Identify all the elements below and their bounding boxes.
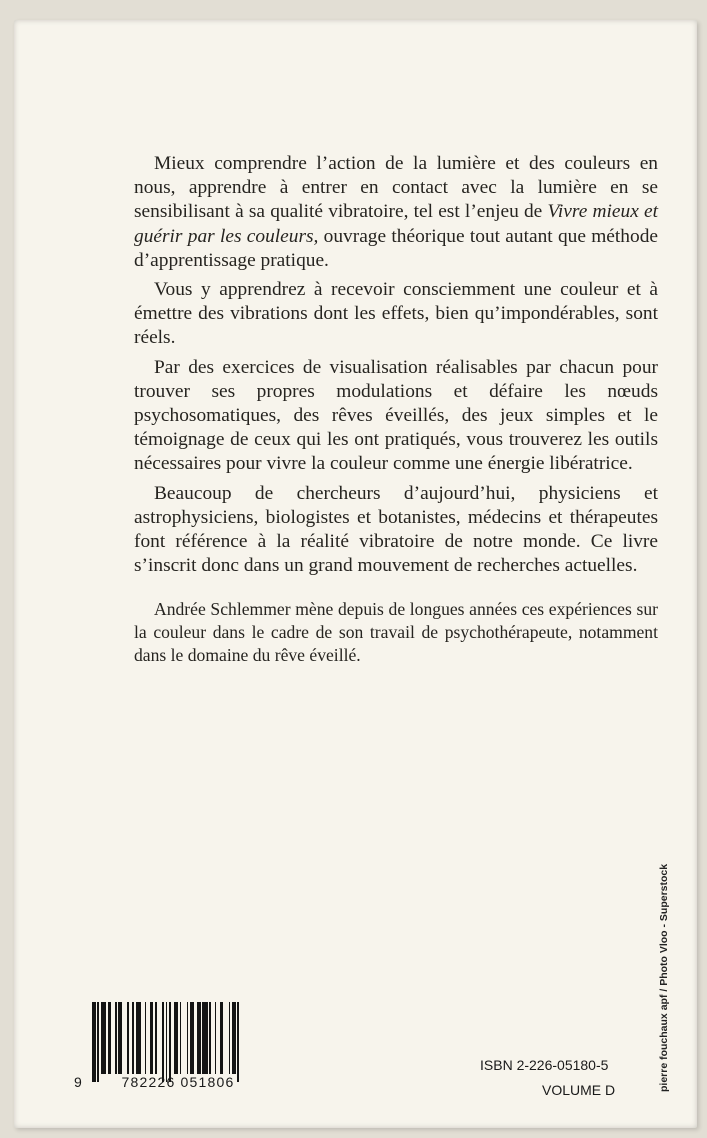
- barcode-block: [74, 1002, 269, 1098]
- barcode-bar: [187, 1002, 189, 1074]
- barcode-icon: [92, 1002, 262, 1078]
- blurb-paragraph-1-end: ouvrage théorique tout autant que méthode d’apprentissage pratique.: [134, 225, 658, 271]
- author-bio: Andrée Schlemmer mène depuis de longues années ces expériences sur la couleur dans le cadre de son travail de psychothérapeute, notamment dans le domaine du rêve éveillé.: [134, 599, 658, 666]
- barcode-bar: [202, 1002, 207, 1074]
- barcode-bar: [108, 1002, 112, 1074]
- barcode-bar: [237, 1002, 239, 1082]
- barcode-bar: [197, 1002, 201, 1074]
- barcode-bar: [118, 1002, 122, 1074]
- book-back-cover: [14, 20, 697, 1128]
- barcode-bar: [115, 1002, 117, 1074]
- barcode-digits: 782226 051806: [121, 1074, 235, 1090]
- barcode-bar: [92, 1002, 96, 1082]
- blurb-paragraph-1: [134, 152, 658, 273]
- barcode-bar: [145, 1002, 147, 1074]
- barcode-bar: [190, 1002, 194, 1074]
- blurb-paragraph-1-start: Mieux comprendre l’action de la lumière et des couleurs en nous, apprendre à entrer en contact avec la lumière en se sensibilisant à sa qualité vibratoire, tel est l’enjeu de: [134, 153, 658, 223]
- barcode-bar: [215, 1002, 217, 1074]
- barcode-bar: [136, 1002, 141, 1074]
- barcode-bar: [97, 1002, 99, 1082]
- barcode-bar: [150, 1002, 154, 1074]
- book-title-italic: Vivre mieux et guérir par les couleurs,: [134, 201, 658, 247]
- barcode-bar: [101, 1002, 106, 1074]
- blurb-paragraph-2: Vous y apprendrez à recevoir consciemment une couleur et à émettre des vibrations dont les effets, bien qu’impondérables, sont réels.: [134, 279, 658, 349]
- photo-credit: pierre fouchaux apf / Photo Vloo - Superstock: [658, 863, 670, 1092]
- blurb-text: [134, 152, 658, 672]
- barcode-bar: [169, 1002, 171, 1082]
- barcode-bar: [174, 1002, 178, 1074]
- volume-label: VOLUME D: [542, 1082, 616, 1098]
- barcode-bar: [209, 1002, 211, 1074]
- barcode-bar: [127, 1002, 129, 1074]
- isbn-number: ISBN 2-226-05180-5: [480, 1057, 609, 1073]
- barcode-bar: [232, 1002, 236, 1074]
- barcode-bar: [180, 1002, 182, 1074]
- blurb-paragraph-3: Par des exercices de visualisation réalisables par chacun pour trouver ses propres modulations et défaire les nœuds psychosomatiques, des rêves éveillés, des jeux simples et le témoignage de ceux qui les ont pratiqués, vous trouverez les outils nécessaires pour vivre la couleur comme une énergie libératrice.: [134, 356, 658, 475]
- barcode-bar: [166, 1002, 168, 1082]
- barcode-bar: [155, 1002, 157, 1074]
- barcode-bar: [220, 1002, 224, 1074]
- barcode-bar: [229, 1002, 231, 1074]
- barcode-bar: [162, 1002, 164, 1082]
- blurb-paragraph-4: Beaucoup de chercheurs d’aujourd’hui, physiciens et astrophysiciens, biologistes et botanistes, médecins et thérapeutes font référence à la réalité vibratoire de notre monde. Ce livre s’inscrit donc dans un grand mouvement de recherches actuelles.: [134, 482, 658, 577]
- barcode-lead-digit: 9: [74, 1074, 82, 1090]
- barcode-bar: [132, 1002, 134, 1074]
